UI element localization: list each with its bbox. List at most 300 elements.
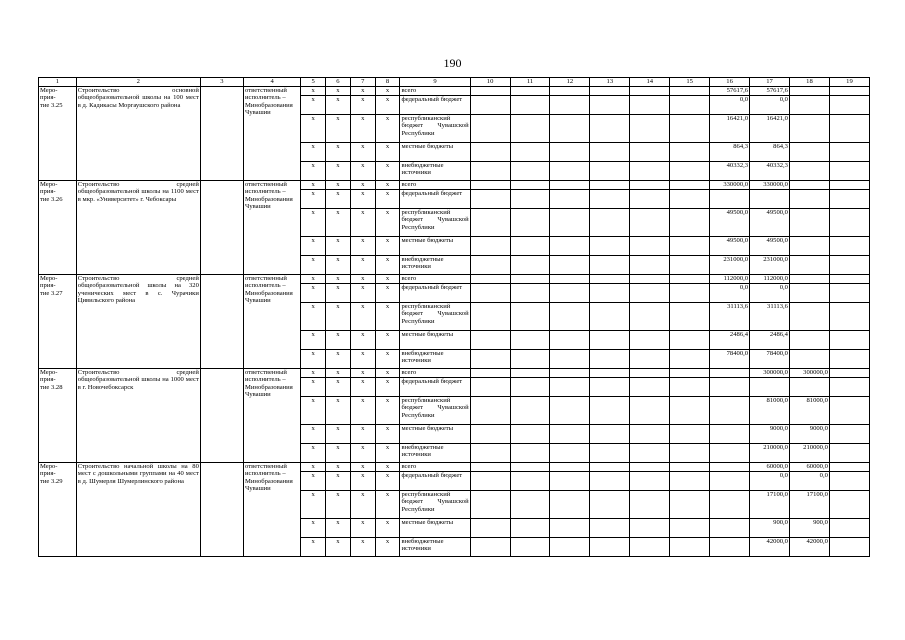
empty-cell bbox=[550, 180, 590, 189]
empty-cell bbox=[550, 443, 590, 462]
x-mark: x bbox=[350, 518, 375, 537]
amount-col-17 bbox=[750, 189, 790, 208]
amount-col-18 bbox=[789, 349, 829, 368]
empty-cell bbox=[630, 236, 670, 255]
empty-cell bbox=[550, 114, 590, 142]
activity-name: Строительство средней общеобразовательной школы на 320 ученических мест в с. Чурачики Цивильского района bbox=[76, 274, 200, 368]
empty-cell bbox=[510, 180, 550, 189]
column-number: 10 bbox=[470, 78, 510, 87]
empty-cell bbox=[470, 86, 510, 95]
funding-source: республиканский бюджет Чувашской Республики bbox=[400, 396, 470, 424]
empty-cell bbox=[200, 180, 243, 274]
activity-executor: ответственный исполнитель – Минобразования Чувашии bbox=[244, 368, 301, 462]
amount-col-17: 112000,0 bbox=[750, 274, 790, 283]
amount-col-16: 49500,0 bbox=[710, 208, 750, 236]
empty-cell bbox=[510, 330, 550, 349]
x-mark: x bbox=[350, 462, 375, 471]
empty-cell bbox=[590, 95, 630, 114]
x-mark: x bbox=[375, 518, 400, 537]
funding-source: внебюджетные источники bbox=[400, 161, 470, 180]
empty-cell bbox=[829, 95, 869, 114]
x-mark: x bbox=[301, 283, 326, 302]
column-number-row bbox=[39, 78, 870, 87]
empty-cell bbox=[550, 368, 590, 377]
amount-col-17: 864,3 bbox=[750, 142, 790, 161]
empty-cell bbox=[630, 368, 670, 377]
amount-col-16 bbox=[710, 537, 750, 556]
empty-cell bbox=[510, 95, 550, 114]
x-mark: x bbox=[326, 443, 351, 462]
empty-cell bbox=[510, 161, 550, 180]
empty-cell bbox=[470, 377, 510, 396]
empty-cell bbox=[670, 471, 710, 490]
empty-cell bbox=[630, 283, 670, 302]
empty-cell bbox=[510, 490, 550, 518]
empty-cell bbox=[470, 161, 510, 180]
x-mark: x bbox=[375, 161, 400, 180]
x-mark: x bbox=[375, 537, 400, 556]
x-mark: x bbox=[350, 349, 375, 368]
funding-source: федеральный бюджет bbox=[400, 283, 470, 302]
empty-cell bbox=[670, 330, 710, 349]
x-mark: x bbox=[301, 368, 326, 377]
x-mark: x bbox=[375, 396, 400, 424]
empty-cell bbox=[510, 86, 550, 95]
x-mark: x bbox=[301, 180, 326, 189]
amount-col-17: 17100,0 bbox=[750, 490, 790, 518]
activity-name: Строительство начальной школы на 80 мест с дошкольными группами на 40 мест в д. Шумерля Шумерлинского района bbox=[76, 462, 200, 556]
amount-col-18: 81000,0 bbox=[789, 396, 829, 424]
x-mark: x bbox=[326, 537, 351, 556]
empty-cell bbox=[510, 443, 550, 462]
amount-col-17: 210000,0 bbox=[750, 443, 790, 462]
empty-cell bbox=[550, 208, 590, 236]
empty-cell bbox=[630, 377, 670, 396]
funding-source: всего bbox=[400, 462, 470, 471]
x-mark: x bbox=[301, 236, 326, 255]
empty-cell bbox=[510, 396, 550, 424]
empty-cell bbox=[510, 208, 550, 236]
activity-name: Строительство средней общеобразовательной школы на 1000 мест в г. Новочебоксарск bbox=[76, 368, 200, 462]
empty-cell bbox=[590, 490, 630, 518]
amount-col-18 bbox=[789, 283, 829, 302]
empty-cell bbox=[550, 274, 590, 283]
amount-col-18: 17100,0 bbox=[789, 490, 829, 518]
activity-executor: ответственный исполнитель – Минобразования Чувашии bbox=[244, 274, 301, 368]
x-mark: x bbox=[301, 189, 326, 208]
x-mark: x bbox=[326, 95, 351, 114]
x-mark: x bbox=[375, 86, 400, 95]
amount-col-17: 81000,0 bbox=[750, 396, 790, 424]
empty-cell bbox=[510, 189, 550, 208]
x-mark: x bbox=[301, 377, 326, 396]
empty-cell bbox=[590, 330, 630, 349]
x-mark: x bbox=[301, 86, 326, 95]
empty-cell bbox=[550, 396, 590, 424]
x-mark: x bbox=[375, 180, 400, 189]
amount-col-16: 2486,4 bbox=[710, 330, 750, 349]
amount-col-18 bbox=[789, 180, 829, 189]
amount-col-16 bbox=[710, 368, 750, 377]
table-row bbox=[39, 274, 870, 283]
x-mark: x bbox=[326, 302, 351, 330]
empty-cell bbox=[550, 161, 590, 180]
empty-cell bbox=[470, 537, 510, 556]
empty-cell bbox=[470, 95, 510, 114]
funding-source: федеральный бюджет bbox=[400, 95, 470, 114]
amount-col-17: 300000,0 bbox=[750, 368, 790, 377]
empty-cell bbox=[470, 208, 510, 236]
empty-cell bbox=[550, 142, 590, 161]
x-mark: x bbox=[301, 95, 326, 114]
x-mark: x bbox=[350, 86, 375, 95]
funding-source: республиканский бюджет Чувашской Республики bbox=[400, 114, 470, 142]
empty-cell bbox=[470, 236, 510, 255]
x-mark: x bbox=[375, 274, 400, 283]
x-mark: x bbox=[350, 396, 375, 424]
x-mark: x bbox=[350, 471, 375, 490]
amount-col-18 bbox=[789, 255, 829, 274]
amount-col-17: 231000,0 bbox=[750, 255, 790, 274]
empty-cell bbox=[550, 255, 590, 274]
empty-cell bbox=[590, 368, 630, 377]
funding-source: внебюджетные источники bbox=[400, 443, 470, 462]
x-mark: x bbox=[326, 462, 351, 471]
empty-cell bbox=[670, 424, 710, 443]
amount-col-18 bbox=[789, 330, 829, 349]
empty-cell bbox=[630, 537, 670, 556]
empty-cell bbox=[200, 462, 243, 556]
funding-source: республиканский бюджет Чувашской Республики bbox=[400, 208, 470, 236]
funding-source: федеральный бюджет bbox=[400, 377, 470, 396]
column-number: 3 bbox=[200, 78, 243, 87]
x-mark: x bbox=[326, 349, 351, 368]
x-mark: x bbox=[375, 471, 400, 490]
empty-cell bbox=[630, 161, 670, 180]
activity-executor: ответственный исполнитель – Минобразования Чувашии bbox=[244, 86, 301, 180]
empty-cell bbox=[510, 255, 550, 274]
empty-cell bbox=[590, 471, 630, 490]
x-mark: x bbox=[301, 443, 326, 462]
table-row bbox=[39, 86, 870, 95]
empty-cell bbox=[829, 518, 869, 537]
empty-cell bbox=[829, 424, 869, 443]
x-mark: x bbox=[375, 443, 400, 462]
x-mark: x bbox=[301, 349, 326, 368]
x-mark: x bbox=[301, 302, 326, 330]
activity-name: Строительство средней общеобразовательной школы на 1100 мест в мкр. «Университет» г. Чебоксары bbox=[76, 180, 200, 274]
x-mark: x bbox=[375, 255, 400, 274]
amount-col-16 bbox=[710, 189, 750, 208]
empty-cell bbox=[630, 518, 670, 537]
amount-col-16 bbox=[710, 471, 750, 490]
empty-cell bbox=[550, 490, 590, 518]
x-mark: x bbox=[375, 95, 400, 114]
empty-cell bbox=[550, 86, 590, 95]
empty-cell bbox=[470, 142, 510, 161]
empty-cell bbox=[590, 302, 630, 330]
x-mark: x bbox=[301, 537, 326, 556]
x-mark: x bbox=[326, 255, 351, 274]
amount-col-18 bbox=[789, 86, 829, 95]
x-mark: x bbox=[375, 424, 400, 443]
funding-source: местные бюджеты bbox=[400, 142, 470, 161]
empty-cell bbox=[829, 180, 869, 189]
empty-cell bbox=[670, 377, 710, 396]
empty-cell bbox=[630, 396, 670, 424]
x-mark: x bbox=[301, 255, 326, 274]
empty-cell bbox=[670, 95, 710, 114]
empty-cell bbox=[670, 189, 710, 208]
empty-cell bbox=[630, 95, 670, 114]
empty-cell bbox=[670, 283, 710, 302]
empty-cell bbox=[470, 396, 510, 424]
empty-cell bbox=[670, 302, 710, 330]
amount-col-18: 0,0 bbox=[789, 471, 829, 490]
amount-col-17: 0,0 bbox=[750, 471, 790, 490]
empty-cell bbox=[630, 471, 670, 490]
empty-cell bbox=[510, 236, 550, 255]
empty-cell bbox=[470, 490, 510, 518]
amount-col-16: 0,0 bbox=[710, 283, 750, 302]
empty-cell bbox=[829, 490, 869, 518]
amount-col-17: 16421,0 bbox=[750, 114, 790, 142]
empty-cell bbox=[829, 377, 869, 396]
amount-col-16: 231000,0 bbox=[710, 255, 750, 274]
empty-cell bbox=[670, 236, 710, 255]
amount-col-18 bbox=[789, 236, 829, 255]
empty-cell bbox=[829, 443, 869, 462]
column-number: 13 bbox=[590, 78, 630, 87]
empty-cell bbox=[670, 208, 710, 236]
x-mark: x bbox=[326, 142, 351, 161]
empty-cell bbox=[670, 396, 710, 424]
activity-executor: ответственный исполнитель – Минобразования Чувашии bbox=[244, 462, 301, 556]
empty-cell bbox=[470, 283, 510, 302]
amount-col-17: 2486,4 bbox=[750, 330, 790, 349]
x-mark: x bbox=[350, 180, 375, 189]
empty-cell bbox=[510, 302, 550, 330]
empty-cell bbox=[550, 283, 590, 302]
empty-cell bbox=[590, 424, 630, 443]
amount-col-16: 330000,0 bbox=[710, 180, 750, 189]
empty-cell bbox=[829, 274, 869, 283]
table-row bbox=[39, 180, 870, 189]
x-mark: x bbox=[350, 368, 375, 377]
funding-source: республиканский бюджет Чувашской Республики bbox=[400, 302, 470, 330]
column-number: 2 bbox=[76, 78, 200, 87]
x-mark: x bbox=[350, 424, 375, 443]
x-mark: x bbox=[350, 255, 375, 274]
amount-col-16: 49500,0 bbox=[710, 236, 750, 255]
x-mark: x bbox=[301, 490, 326, 518]
empty-cell bbox=[550, 377, 590, 396]
column-number: 17 bbox=[750, 78, 790, 87]
amount-col-17 bbox=[750, 377, 790, 396]
empty-cell bbox=[670, 274, 710, 283]
x-mark: x bbox=[375, 462, 400, 471]
empty-cell bbox=[829, 396, 869, 424]
amount-col-17: 40332,3 bbox=[750, 161, 790, 180]
empty-cell bbox=[510, 537, 550, 556]
empty-cell bbox=[829, 368, 869, 377]
empty-cell bbox=[630, 255, 670, 274]
empty-cell bbox=[510, 142, 550, 161]
amount-col-18 bbox=[789, 377, 829, 396]
x-mark: x bbox=[375, 490, 400, 518]
x-mark: x bbox=[350, 114, 375, 142]
empty-cell bbox=[200, 368, 243, 462]
empty-cell bbox=[829, 114, 869, 142]
empty-cell bbox=[470, 462, 510, 471]
empty-cell bbox=[590, 283, 630, 302]
x-mark: x bbox=[375, 142, 400, 161]
column-number: 1 bbox=[39, 78, 77, 87]
empty-cell bbox=[829, 142, 869, 161]
empty-cell bbox=[510, 274, 550, 283]
empty-cell bbox=[829, 208, 869, 236]
amount-col-16 bbox=[710, 518, 750, 537]
amount-col-17: 330000,0 bbox=[750, 180, 790, 189]
x-mark: x bbox=[326, 377, 351, 396]
empty-cell bbox=[829, 471, 869, 490]
x-mark: x bbox=[301, 114, 326, 142]
empty-cell bbox=[510, 424, 550, 443]
empty-cell bbox=[510, 283, 550, 302]
amount-col-16 bbox=[710, 424, 750, 443]
amount-col-18: 42000,0 bbox=[789, 537, 829, 556]
empty-cell bbox=[200, 86, 243, 180]
empty-cell bbox=[630, 180, 670, 189]
empty-cell bbox=[590, 255, 630, 274]
x-mark: x bbox=[350, 236, 375, 255]
amount-col-16: 78400,0 bbox=[710, 349, 750, 368]
amount-col-17: 49500,0 bbox=[750, 236, 790, 255]
funding-source: всего bbox=[400, 368, 470, 377]
amount-col-18: 9000,0 bbox=[789, 424, 829, 443]
empty-cell bbox=[550, 518, 590, 537]
x-mark: x bbox=[326, 283, 351, 302]
amount-col-18: 900,0 bbox=[789, 518, 829, 537]
empty-cell bbox=[630, 189, 670, 208]
funding-source: федеральный бюджет bbox=[400, 471, 470, 490]
empty-cell bbox=[550, 302, 590, 330]
table-row bbox=[39, 462, 870, 471]
empty-cell bbox=[550, 236, 590, 255]
x-mark: x bbox=[301, 518, 326, 537]
x-mark: x bbox=[301, 161, 326, 180]
x-mark: x bbox=[350, 274, 375, 283]
activity-code: Меро- прия- тие 3.29 bbox=[39, 462, 77, 556]
column-number: 6 bbox=[326, 78, 351, 87]
budget-table bbox=[38, 77, 870, 557]
amount-col-16 bbox=[710, 443, 750, 462]
empty-cell bbox=[590, 377, 630, 396]
x-mark: x bbox=[350, 189, 375, 208]
empty-cell bbox=[670, 114, 710, 142]
empty-cell bbox=[829, 330, 869, 349]
x-mark: x bbox=[326, 274, 351, 283]
x-mark: x bbox=[350, 377, 375, 396]
amount-col-17: 60000,0 bbox=[750, 462, 790, 471]
x-mark: x bbox=[375, 349, 400, 368]
empty-cell bbox=[590, 396, 630, 424]
empty-cell bbox=[829, 349, 869, 368]
funding-source: федеральный бюджет bbox=[400, 189, 470, 208]
x-mark: x bbox=[350, 537, 375, 556]
empty-cell bbox=[829, 236, 869, 255]
amount-col-17: 0,0 bbox=[750, 283, 790, 302]
empty-cell bbox=[630, 302, 670, 330]
empty-cell bbox=[829, 537, 869, 556]
activity-code: Меро- прия- тие 3.28 bbox=[39, 368, 77, 462]
funding-source: республиканский бюджет Чувашской Республики bbox=[400, 490, 470, 518]
funding-source: всего bbox=[400, 180, 470, 189]
x-mark: x bbox=[326, 396, 351, 424]
funding-source: местные бюджеты bbox=[400, 424, 470, 443]
empty-cell bbox=[550, 424, 590, 443]
empty-cell bbox=[510, 471, 550, 490]
amount-col-17: 42000,0 bbox=[750, 537, 790, 556]
amount-col-16: 57617,6 bbox=[710, 86, 750, 95]
empty-cell bbox=[829, 255, 869, 274]
x-mark: x bbox=[326, 114, 351, 142]
empty-cell bbox=[630, 114, 670, 142]
empty-cell bbox=[670, 518, 710, 537]
empty-cell bbox=[550, 462, 590, 471]
empty-cell bbox=[470, 424, 510, 443]
column-number: 8 bbox=[375, 78, 400, 87]
empty-cell bbox=[470, 368, 510, 377]
funding-source: местные бюджеты bbox=[400, 330, 470, 349]
amount-col-17: 57617,6 bbox=[750, 86, 790, 95]
empty-cell bbox=[829, 161, 869, 180]
empty-cell bbox=[550, 349, 590, 368]
amount-col-16: 112000,0 bbox=[710, 274, 750, 283]
x-mark: x bbox=[301, 142, 326, 161]
amount-col-17: 0,0 bbox=[750, 95, 790, 114]
empty-cell bbox=[470, 189, 510, 208]
column-number: 7 bbox=[350, 78, 375, 87]
x-mark: x bbox=[301, 471, 326, 490]
x-mark: x bbox=[350, 142, 375, 161]
x-mark: x bbox=[375, 330, 400, 349]
x-mark: x bbox=[350, 443, 375, 462]
empty-cell bbox=[630, 462, 670, 471]
empty-cell bbox=[510, 349, 550, 368]
empty-cell bbox=[670, 368, 710, 377]
table-row bbox=[39, 368, 870, 377]
x-mark: x bbox=[326, 86, 351, 95]
x-mark: x bbox=[301, 208, 326, 236]
empty-cell bbox=[470, 255, 510, 274]
empty-cell bbox=[510, 462, 550, 471]
amount-col-18 bbox=[789, 161, 829, 180]
amount-col-17: 49500,0 bbox=[750, 208, 790, 236]
empty-cell bbox=[590, 537, 630, 556]
empty-cell bbox=[470, 302, 510, 330]
empty-cell bbox=[470, 330, 510, 349]
x-mark: x bbox=[375, 283, 400, 302]
x-mark: x bbox=[301, 274, 326, 283]
column-number: 18 bbox=[789, 78, 829, 87]
empty-cell bbox=[470, 180, 510, 189]
empty-cell bbox=[510, 368, 550, 377]
empty-cell bbox=[510, 518, 550, 537]
empty-cell bbox=[590, 443, 630, 462]
funding-source: внебюджетные источники bbox=[400, 349, 470, 368]
amount-col-17: 31113,6 bbox=[750, 302, 790, 330]
